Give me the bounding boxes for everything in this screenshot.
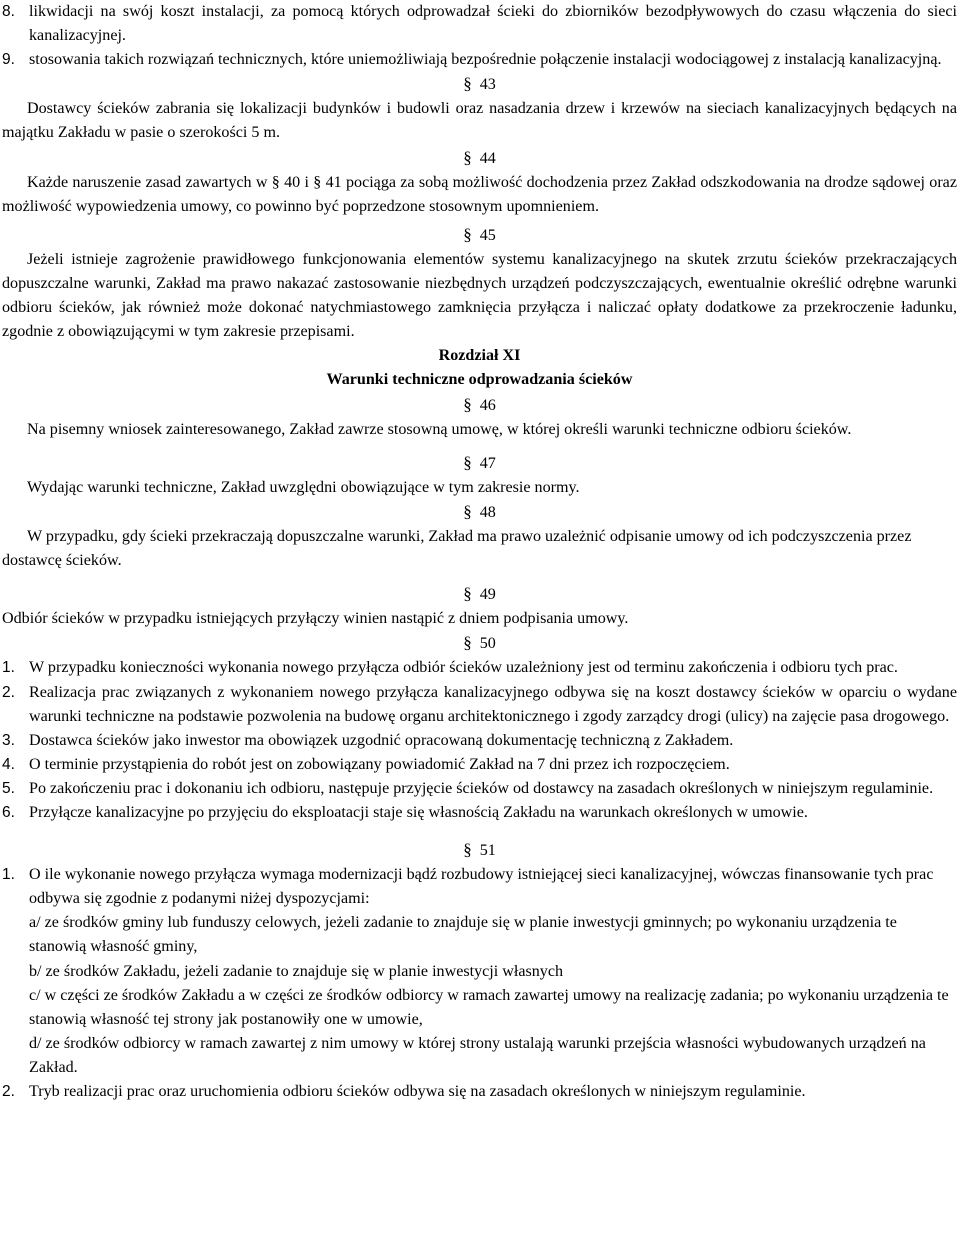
list-text: O ile wykonanie nowego przyłącza wymaga modernizacji bądź rozbudowy istniejącej sieci kanalizacyjnej, wówczas finansowanie tych prac odbywa się zgodnie z podanymi niżej dyspozycjami: <box>29 866 934 908</box>
list-number: 3. <box>2 731 15 749</box>
section-symbol: § <box>463 394 472 414</box>
list-number: 1. <box>2 659 15 677</box>
chapter-title: Warunki techniczne odprowadzania ścieków <box>326 371 633 389</box>
list-number: 9. <box>2 51 15 69</box>
paragraph-heading-46 <box>2 393 957 418</box>
paragraph-number: 45 <box>479 226 496 244</box>
list-number: 4. <box>2 755 15 773</box>
sub-item: a/ ze środków gminy lub funduszy celowych, jeżeli zadanie to znajduje się w planie inwestycji gminnych; po wykonaniu urządzenia te stanowią własność gminy, <box>29 914 897 956</box>
paragraph-number: 43 <box>479 76 496 94</box>
list-number: 8. <box>2 3 15 20</box>
paragraph-number: 46 <box>479 396 496 414</box>
list-text: O terminie przystąpienia do robót jest on zobowiązany powiadomić Zakład na 7 dni przez ich rozpoczęciem. <box>29 755 730 773</box>
list-item <box>2 801 957 825</box>
sub-item: c/ w części ze środków Zakładu a w części ze środków odbiorcy w ramach zawartej umowy na realizację zadania; po wykonaniu urządzenia te stanowią własność tej strony jak postanowiły one w umowie, <box>29 986 949 1028</box>
paragraph-44-text <box>2 171 957 219</box>
list-number: 5. <box>2 779 15 797</box>
paragraph-heading-49 <box>2 582 957 607</box>
paragraph-45-text: Jeżeli istnieje zagrożenie prawidłowego funkcjonowania elementów systemu kanalizacyjnego na skutek zrzutu ścieków przekraczających dopuszczalne warunki, Zakład ma prawo nakazać zastosowanie niezbędnych urządzeń podczyszczających, ewentualnie określić odrębne warunki odbioru ścieków, jak również może dokonać natychmiastowego zamknięcia przyłącza i naliczać opłaty dodatkowe za przekroczenie ładunku, zgodnie z obowiązującymi w tym zakresie przepisami. <box>2 250 957 341</box>
paragraph-heading-47 <box>2 451 957 476</box>
section-symbol: § <box>463 584 472 604</box>
list-text: Po zakończeniu prac i dokonaniu ich odbioru, następuje przyjęcie ścieków od dostawcy na zasadach określonych w niniejszym regulaminie. <box>29 779 934 797</box>
list-item <box>2 656 957 680</box>
paragraph-49-text: Odbiór ścieków w przypadku istniejących przyłączy winien nastąpić z dniem podpisania umowy. <box>2 610 629 628</box>
text-fragment: i <box>304 173 309 191</box>
section-symbol: § <box>463 452 472 472</box>
section-symbol: § <box>463 224 472 244</box>
section-symbol: § <box>463 501 472 521</box>
list-item <box>2 681 957 729</box>
paragraph-number: 50 <box>479 635 496 653</box>
list-text: W przypadku konieczności wykonania nowego przyłącza odbiór ścieków uzależniony jest od terminu zakończenia i odbioru tych prac. <box>29 659 898 677</box>
chapter-label: Rozdział XI <box>438 347 521 365</box>
paragraph-heading-43 <box>2 72 957 97</box>
list-item <box>2 777 957 801</box>
list-item <box>2 863 957 911</box>
section-symbol: § <box>463 840 472 860</box>
list-text: Przyłącze kanalizacyjne po przyjęciu do eksploatacji staje się własnością Zakładu na warunkach określonych w umowie. <box>29 804 808 821</box>
list-text: likwidacji na swój koszt instalacji, za pomocą których odprowadzał ścieki do zbiorników bezodpływowych do czasu włączenia do sieci kanalizacyjnej. <box>29 3 957 45</box>
paragraph-heading-45 <box>2 223 957 248</box>
section-reference: 40 <box>284 173 301 191</box>
list-number: 6. <box>2 804 15 821</box>
list-text: Dostawca ścieków jako inwestor ma obowiązek uzgodnić opracowaną dokumentację techniczną z Zakładem. <box>29 731 734 749</box>
list-item <box>2 48 957 72</box>
paragraph-number: 49 <box>479 586 496 604</box>
list-text: stosowania takich rozwiązań technicznych, które uniemożliwiają bezpośrednie połączenie instalacji wodociągowej z instalacją kanalizacyjną. <box>29 51 942 69</box>
section-symbol: § <box>463 74 472 94</box>
paragraph-heading-50 <box>2 631 957 656</box>
section-symbol: § <box>271 173 280 191</box>
paragraph-number: 51 <box>479 842 496 860</box>
paragraph-number: 44 <box>479 149 496 167</box>
section-symbol: § <box>463 147 472 167</box>
sub-item: d/ ze środków odbiorcy w ramach zawartej z nim umowy w której strony ustalają warunki przejścia własności wybudowanych urządzeń na Zakład. <box>29 1034 926 1076</box>
paragraph-number: 48 <box>479 503 496 521</box>
list-number: 1. <box>2 866 15 884</box>
paragraph-heading-51 <box>2 838 957 863</box>
paragraph-47-text: Wydając warunki techniczne, Zakład uwzględni obowiązujące w tym zakresie normy. <box>27 478 580 496</box>
text-fragment: pociąga za sobą możliwość dochodzenia przez Zakład odszkodowania na drodze sądowej oraz możliwość wypowiedzenia umowy, co powinno być poprzedzone stosownym upomnieniem. <box>2 173 957 215</box>
list-item <box>2 1080 957 1104</box>
list-text: Tryb realizacji prac oraz uruchomienia odbioru ścieków odbywa się na zasadach określonych w niniejszym regulaminie. <box>29 1083 806 1101</box>
paragraph-48-text: W przypadku, gdy ścieki przekraczają dopuszczalne warunki, Zakład ma prawo uzależnić odpisanie umowy od ich podczyszczenia przez dostawcę ścieków. <box>2 527 912 570</box>
paragraph-heading-44 <box>2 146 957 171</box>
list-item <box>2 729 957 753</box>
list-number: 2. <box>2 1083 15 1101</box>
paragraph-number: 47 <box>479 454 496 472</box>
sub-item: b/ ze środków Zakładu, jeżeli zadanie to znajduje się w planie inwestycji własnych <box>29 962 564 980</box>
list-item <box>2 753 957 777</box>
paragraph-heading-48 <box>2 500 957 525</box>
list-number: 2. <box>2 683 15 701</box>
section-symbol: § <box>463 633 472 653</box>
section-symbol: § <box>313 173 322 191</box>
paragraph-46-text: Na pisemny wniosek zainteresowanego, Zakład zawrze stosowną umowę, w której określi warunki techniczne odbioru ścieków. <box>27 420 852 438</box>
paragraph-43-text: Dostawcy ścieków zabrania się lokalizacji budynków i budowli oraz nasadzania drzew i krzewów na sieciach kanalizacyjnych będących na majątku Zakładu w pasie o szerokości 5 m. <box>2 100 957 142</box>
list-item <box>2 0 957 48</box>
text-fragment: Każde naruszenie zasad zawartych w <box>27 173 268 191</box>
list-text: Realizacja prac związanych z wykonaniem nowego przyłącza kanalizacyjnego odbywa się na koszt dostawcy ścieków w oparciu o wydane warunki techniczne na podstawie pozwolenia na budowę organu architektonicznego i zgody zarządcy drogi (ulicy) na zajęcie pasa drogowego. <box>29 683 957 725</box>
section-reference: 41 <box>325 173 342 191</box>
